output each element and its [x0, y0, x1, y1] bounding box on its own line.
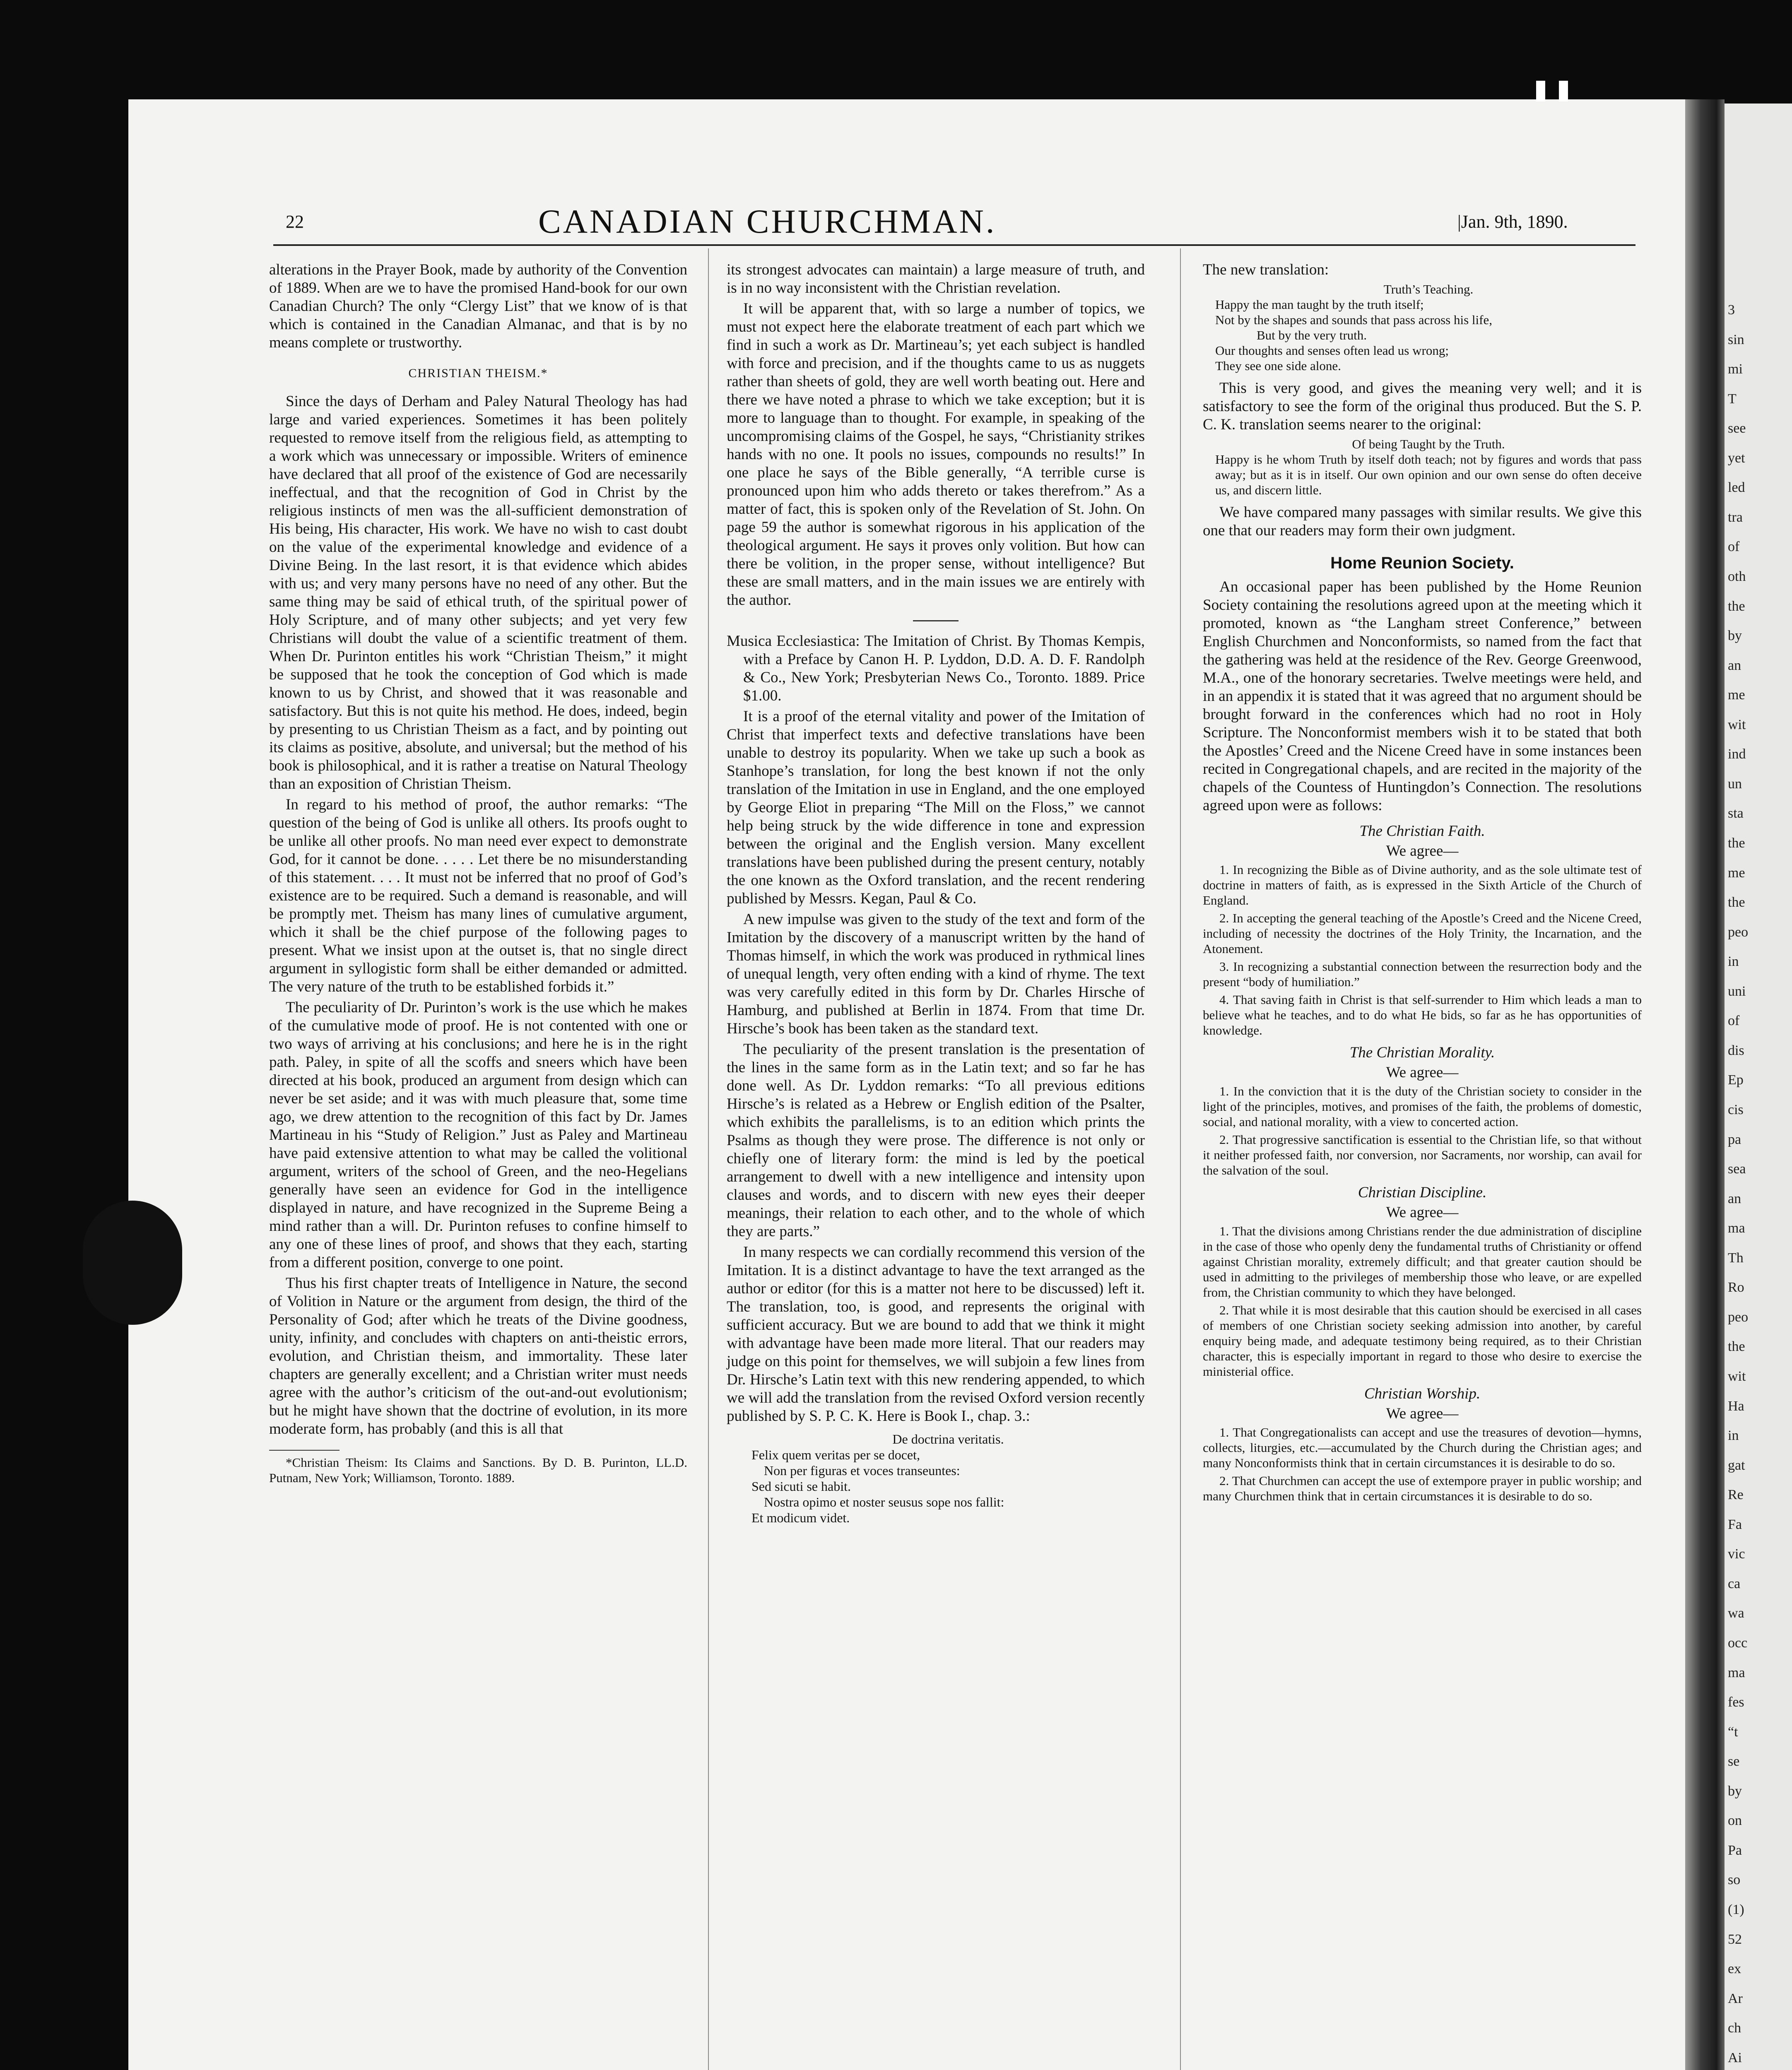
header-rule [273, 244, 1635, 246]
verse-line: Our thoughts and senses often lead us wrong; [1215, 343, 1449, 358]
paragraph: The peculiarity of Dr. Purinton’s work is the use which he makes of the cumulative mode of proof. He is not contented with one or two ways of arriving at his conclusions; and here he is in the right path. Paley, in spite of all the scoffs and sneers which have been directed at his book, produced an argument from design which can never be set aside; and it was with much pleasure that, some time ago, we drew attention to the recognition of this fact by Dr. James Martineau in his “Study of Religion.” Just as Paley and Martineau have paid extensive attention to what may be called the volitional argument, writers of the school of Green, and the neo-Hegelians generally have seen an evidence for God in the intelligence displayed in nature, and have recognized in the Supreme Being a mind rather than a will. Dr. Purinton refuses to confine himself to any one of these lines of proof, and shows that they each, starting from a different position, converge to one point. [269, 999, 687, 1271]
we-agree-label: We agree— [1386, 842, 1459, 859]
next-page-fragment: wit [1728, 717, 1746, 732]
next-page-fragment: see [1728, 421, 1746, 436]
next-page-fragment: in [1728, 1428, 1739, 1444]
next-page-fragment: mi [1728, 361, 1743, 377]
next-page-fragment: sta [1728, 806, 1744, 821]
column-1 [269, 261, 687, 1488]
resolution-item: 4. That saving faith in Christ is that self-surrender to Him which leads a man to believe what he teaches, and to do what He bids, so far as he has opportunities of knowledge. [1203, 992, 1642, 1037]
adjacent-page-edge [1725, 104, 1792, 2070]
paragraph: The peculiarity of the present translation is the presentation of the lines in the same form as in the Latin text; and so far he has done well. As Dr. Lyddon remarks: “To all previous editions Hirsche’s is related as a Hebrew or English edition of the Psalter, which exhibits the parallelisms, is to an edition which prints the Psalms as though they were prose. The difference is not only or chiefly one of literary form: the mind is led by the poetical arrangement to dwell with a new intelligence and intensity upon clauses and words, and to discern with new eyes their deeper meanings, their relation to each other, and to the whole of which they are parts.” [727, 1041, 1145, 1240]
column-rule-1 [708, 248, 709, 2070]
issue-date: |Jan. 9th, 1890. [1457, 212, 1568, 232]
next-page-fragment: peo [1728, 924, 1749, 940]
next-page-fragment: Pa [1728, 1842, 1742, 1858]
footnote-rule [269, 1450, 340, 1451]
next-page-fragment: wa [1728, 1605, 1744, 1621]
thumb-shadow [83, 1201, 182, 1325]
next-page-fragment: uni [1728, 983, 1746, 999]
next-page-fragment: dis [1728, 1042, 1744, 1058]
next-page-fragment: cis [1728, 1102, 1744, 1117]
next-page-fragment: an [1728, 657, 1741, 673]
paragraph: The new translation: [1203, 261, 1329, 278]
next-page-fragment: T [1728, 391, 1737, 407]
verse-line: Happy the man taught by the truth itself; [1215, 297, 1424, 312]
paragraph: A new impulse was given to the study of the text and form of the Imitation by the discovery of a manuscript written by the hand of Thomas himself, in which the work was produced in rythmical lines of unequal length, very often ending with a kind of rhyme. The text was very carefully edited in this form by Dr. Charles Hirsche of Hamburg, and published at Berlin in 1874. From that time Dr. Hirsche’s book has been taken as the standard text. [727, 911, 1145, 1037]
next-page-fragment: an [1728, 1191, 1741, 1206]
we-agree-label: We agree— [1386, 1405, 1459, 1422]
latin-line: De doctrina veritatis. [892, 1432, 1004, 1447]
next-page-fragment: ma [1728, 1665, 1745, 1680]
book-notice: Musica Ecclesiastica: The Imitation of Christ. By Thomas Kempis, with a Preface by Canon H. P. Lyddon, D.D. A. D. F. Randolph & Co., New York; Presbyterian News Co., Toronto. 1889. Price $1.00. [727, 633, 1145, 704]
subsection-title: The Christian Faith. [1359, 823, 1485, 840]
next-page-fragment: oth [1728, 569, 1746, 584]
next-page-fragment: led [1728, 480, 1745, 496]
next-page-fragment: occ [1728, 1635, 1748, 1651]
column-2 [727, 261, 1145, 1526]
footnote: *Christian Theism: Its Claims and Sanctions. By D. B. Purinton, LL.D. Putnam, New York; Williamson, Toronto. 1889. [269, 1455, 687, 1485]
we-agree-label: We agree— [1386, 1064, 1459, 1081]
next-page-fragment: Th [1728, 1250, 1744, 1266]
verse-block [1215, 282, 1642, 373]
paragraph: It will be apparent that, with so large a number of topics, we must not expect here the elaborate treatment of each part which we find in such a work as Dr. Martineau’s; yet each subject is handled with force and precision, and if the thoughts came to us as nuggets rather than sheets of gold, they are well worth beating out. Here and there we have noted a phrase to which we take exception; but it is more to language than to thought. For example, in speaking of the uncompromising claims of the Gospel, he says, “Christianity strikes hands with no one. It pools no issues, compounds no results!” In one place he says of the Bible generally, “A terrible curse is pronounced upon him who adds thereto or takes therefrom.” As a matter of fact, this is spoken only of the Revelation of St. John. On page 59 the author is somewhat rigorous in his application of the theological argument. He says it proves only volition. But how can there be volition, in the proper sense, without intelligence? But these are small matters, and in the main issues we are entirely with the author. [727, 300, 1145, 609]
resolution-item: 1. In the conviction that it is the duty of the Christian society to consider in the light of the principles, motives, and promises of the faith, the problems of domestic, social, and national morality, with a view to concerted action. [1203, 1084, 1642, 1129]
next-page-fragment: me [1728, 687, 1745, 703]
section-heading: Home Reunion Society. [1330, 554, 1514, 572]
latin-line: Nostra opimo et noster seusus sope nos fallit: [764, 1495, 1004, 1509]
film-mark-top-1 [1536, 81, 1545, 101]
column-3 [1203, 261, 1642, 1506]
next-page-fragment: peo [1728, 1309, 1749, 1325]
next-page-fragment: 3 [1728, 302, 1735, 318]
next-page-fragment: tra [1728, 509, 1743, 525]
next-page-fragment: sea [1728, 1161, 1746, 1177]
next-page-fragment: (1) [1728, 1902, 1744, 1917]
next-page-fragment: the [1728, 1339, 1745, 1355]
column-rule-2 [1180, 248, 1181, 2070]
paragraph: This is very good, and gives the meaning very well; and it is satisfactory to see the form of the original thus produced. But the S. P. C. K. translation seems nearer to the original: [1203, 380, 1642, 433]
next-page-fragment: so [1728, 1872, 1741, 1888]
latin-quote [751, 1431, 1145, 1526]
paragraph: An occasional paper has been published by the Home Reunion Society containing the resolutions agreed upon at the meeting which it promoted, known as “the Langham street Conference,” between English Churchmen and Nonconformists, so named from the fact that the gathering was held at the residence of the Rev. George Greenwood, M.A., one of the honorary secretaries. Twelve meetings were held, and in an appendix it is stated that it was agreed that no argument should be brought forward in the conferences which had no root in Holy Scripture. The Nonconformist members wish it to be stated that both the Apostles’ Creed and the Nicene Creed have in some instances been recited in Congregational chapels, and are recited in the majority of the chapels of the Countess of Huntingdon’s Connection. The resolutions agreed upon were as follows: [1203, 578, 1642, 814]
next-page-fragment: by [1728, 628, 1742, 644]
next-page-fragment: “t [1728, 1724, 1738, 1740]
section-rule [913, 620, 959, 621]
next-page-fragment: of [1728, 539, 1740, 555]
verse-line: Of being Taught by the Truth. [1352, 437, 1505, 451]
next-page-fragment: ind [1728, 746, 1746, 762]
next-page-fragment: Re [1728, 1487, 1744, 1503]
next-page-fragment: me [1728, 865, 1745, 881]
paragraph: its strongest advocates can maintain) a large measure of truth, and is in no way inconsistent with the Christian revelation. [727, 261, 1145, 296]
next-page-fragment: ex [1728, 1961, 1741, 1977]
next-page-fragment: Fa [1728, 1516, 1742, 1532]
verse-line: They see one side alone. [1215, 359, 1341, 373]
next-page-fragment: 52 [1728, 1931, 1742, 1947]
paragraph: alterations in the Prayer Book, made by authority of the Convention of 1889. When are we to have the promised Hand-book for our own Canadian Church? The only “Clergy List” that we know of is that which is contained in the Canadian Almanac, and that is by no means complete or trustworthy. [269, 261, 687, 351]
verse-line: Truth’s Teaching. [1383, 282, 1474, 296]
page-gutter-shadow [1685, 99, 1725, 2070]
next-page-fragment: Ai [1728, 2050, 1742, 2065]
next-page-fragment: fes [1728, 1695, 1744, 1710]
next-page-fragment: in [1728, 954, 1739, 970]
next-page-fragment: Ha [1728, 1398, 1744, 1414]
next-page-fragment: ma [1728, 1220, 1745, 1236]
resolution-item: 2. In accepting the general teaching of the Apostle’s Creed and the Nicene Creed, including of necessity the doctrines of the Holy Trinity, the Incarnation, and the Atonement. [1203, 911, 1642, 956]
next-page-fragment: vic [1728, 1546, 1745, 1562]
next-page-fragment: se [1728, 1754, 1740, 1769]
verse-line: But by the very truth. [1257, 328, 1367, 342]
resolution-item: 3. In recognizing a substantial connection between the resurrection body and the present “body of humiliation.” [1203, 959, 1642, 989]
resolution-item: 1. In recognizing the Bible as of Divine authority, and as the sole ultimate test of doctrine in matters of faith, as is expressed in the Sixth Article of the Church of England. [1203, 862, 1642, 907]
we-agree-label: We agree— [1386, 1204, 1459, 1221]
paragraph: In regard to his method of proof, the author remarks: “The question of the being of God is unlike all others. Its proofs ought to be unlike all other proofs. No man need ever expect to demonstrate God, for it cannot be done. . . . . Let there be no misunderstanding of this statement. . . . It must not be inferred that no proof of God’s existence are to be required. Such a demand is reasonable, and will be promptly met. Theism has many lines of cumulative argument, which it shall be the chief purpose of the following pages to present. What we insist upon at the outset is, that no single direct argument in syllogistic form shall be either demanded or admitted. The very nature of the truth to be established forbids it.” [269, 796, 687, 995]
next-page-fragment: pa [1728, 1131, 1741, 1147]
latin-line: Felix quem veritas per se docet, [751, 1447, 920, 1462]
page-number: 22 [286, 212, 304, 232]
verse-block [1215, 436, 1642, 498]
next-page-fragment: Ar [1728, 1991, 1743, 2006]
next-page-fragment: ca [1728, 1576, 1741, 1591]
next-page-fragment: un [1728, 776, 1742, 792]
film-mark-top-2 [1559, 81, 1568, 101]
resolution-item: 1. That Congregationalists can accept and use the treasures of devotion—hymns, collects, liturgies, etc.—accumulated by the Church during the Christian ages; and many Nonconformists think that in certain circumstances it is desirable to do so. [1203, 1425, 1642, 1470]
next-page-fragment: ch [1728, 2020, 1741, 2036]
paragraph: In many respects we can cordially recommend this version of the Imitation. It is a distinct advantage to have the text arranged as the author or editor (for this is a matter not here to be discussed) left it. The translation, too, is good, and represents the original with sufficient accuracy. But we are bound to add that we think it might with advantage have been made more literal. That our readers may judge on this point for themselves, we will subjoin a few lines from Dr. Hirsche’s Latin text with this new rendering appended, to which we will add the translation from the revised Oxford version recently published by S. P. C. K. Here is Book I., chap. 3.: [727, 1244, 1145, 1425]
next-page-fragment: sin [1728, 332, 1744, 347]
paragraph: It is a proof of the eternal vitality and power of the Imitation of Christ that imperfect texts and defective translations have been unable to destroy its popularity. When we take up such a book as Stanhope’s translation, for long the best known if not the only translation of the Imitation in use in England, and the one employed by George Eliot in preparing “The Mill on the Floss,” we cannot help being struck by the wide difference in tone and expression between the original and the English version. Many excellent translations have been published during the present century, notably the one known as the Oxford translation, and the recent rendering published by Messrs. Kegan, Paul & Co. [727, 708, 1145, 907]
paragraph: Thus his first chapter treats of Intelligence in Nature, the second of Volition in Nature or the argument from design, the third of the Personality of God; after which he treats of the Divine goodness, unity, infinity, and concludes with chapters on anti-theistic errors, evolution, and Christian theism, and immortality. These later chapters are generally excellent; and a Christian writer must needs agree with the author’s criticism of the out-and-out evolutionism; but he might have shown that the doctrine of evolution, in its more moderate form, has probably (and this is all that [269, 1275, 687, 1437]
next-page-fragment: by [1728, 1783, 1742, 1799]
next-page-fragment: gat [1728, 1457, 1745, 1473]
masthead-title: CANADIAN CHURCHMAN. [538, 202, 997, 240]
next-page-fragment: wit [1728, 1369, 1746, 1384]
next-page-fragment: on [1728, 1813, 1742, 1829]
subsection-title: Christian Worship. [1364, 1385, 1481, 1402]
resolution-item: 1. That the divisions among Christians render the due administration of discipline in the case of those who openly deny the fundamental truths of Christianity or offend against Christian morality, extremely difficult; and that greater caution should be used in admitting to the privileges of membership those who leave, or are expelled from, the Christian community to which they have belonged. [1203, 1224, 1642, 1300]
paragraph: We have compared many passages with similar results. We give this one that our readers may form their own judgment. [1203, 504, 1642, 539]
subsection-title: The Christian Morality. [1349, 1044, 1495, 1061]
next-page-fragment: Ro [1728, 1280, 1744, 1295]
next-page-fragment: the [1728, 895, 1745, 910]
verse-line: Happy is he whom Truth by itself doth teach; not by figures and words that pass away; but as it is in itself. Our own opinion and our own sense do often deceive us, and discern little. [1215, 452, 1642, 497]
subsection-title: Christian Discipline. [1358, 1184, 1487, 1201]
latin-line: Sed sicuti se habit. [751, 1479, 851, 1494]
next-page-fragment: yet [1728, 450, 1745, 466]
article-heading: CHRISTIAN THEISM.* [408, 366, 548, 380]
latin-line: Et modicum videt. [751, 1510, 850, 1525]
resolution-item: 2. That Churchmen can accept the use of extempore prayer in public worship; and many Churchmen think that in certain circumstances it is desirable to do so. [1203, 1473, 1642, 1503]
next-page-fragment: of [1728, 1013, 1740, 1029]
next-page-fragment: Ep [1728, 1072, 1744, 1088]
next-page-fragment: the [1728, 835, 1745, 851]
latin-line: Non per figuras et voces transeuntes: [764, 1463, 960, 1478]
paragraph: Since the days of Derham and Paley Natural Theology has had large and varied experiences. Sometimes it has been politely requested to remove itself from the religious field, as attempting to a work which was unnecessary or impossible. Writers of eminence have declared that all proof of the existence of God are necessarily ineffectual, and that the recognition of God in Christ by the religious instincts of men was the all-sufficient demonstration of His being, His character, His work. We have no wish to cast doubt on the value of the experimental knowledge and evidence of a Divine Being. In the last resort, it is that evidence which abides with us; and very many persons have no need of any other. But the same thing may be said of ethical truth, of the spiritual power of Holy Scripture, and of many other subjects; and yet very few Christians will doubt the value of a scientific treatment of them. When Dr. Purinton entitles his work “Christian Theism,” it might be supposed that he took the conception of God which is made known to us by Christ, and showed that it was reasonable and satisfactory. But this is not quite his method. He does, indeed, begin by presenting to us Christian Theism as a fact, and by pointing out its claims as positive, absolute, and universal; but the method of his book is philosophical, and it is rather a treatise on Natural Theology than an exposition of Christian Theism. [269, 393, 687, 792]
next-page-fragment: the [1728, 598, 1745, 614]
resolution-item: 2. That while it is most desirable that this caution should be exercised in all cases of members of one Christian society seeking admission into another, by careful enquiry being made, and adequate testimony being required, as to their Christian character, this is especially important in regard to those who desire to exercise the ministerial office. [1203, 1303, 1642, 1379]
resolution-item: 2. That progressive sanctification is essential to the Christian life, so that without it neither professed faith, nor conversion, nor Sacraments, nor worship, can avail for the salvation of the soul. [1203, 1132, 1642, 1177]
verse-line: Not by the shapes and sounds that pass across his life, [1215, 313, 1492, 327]
